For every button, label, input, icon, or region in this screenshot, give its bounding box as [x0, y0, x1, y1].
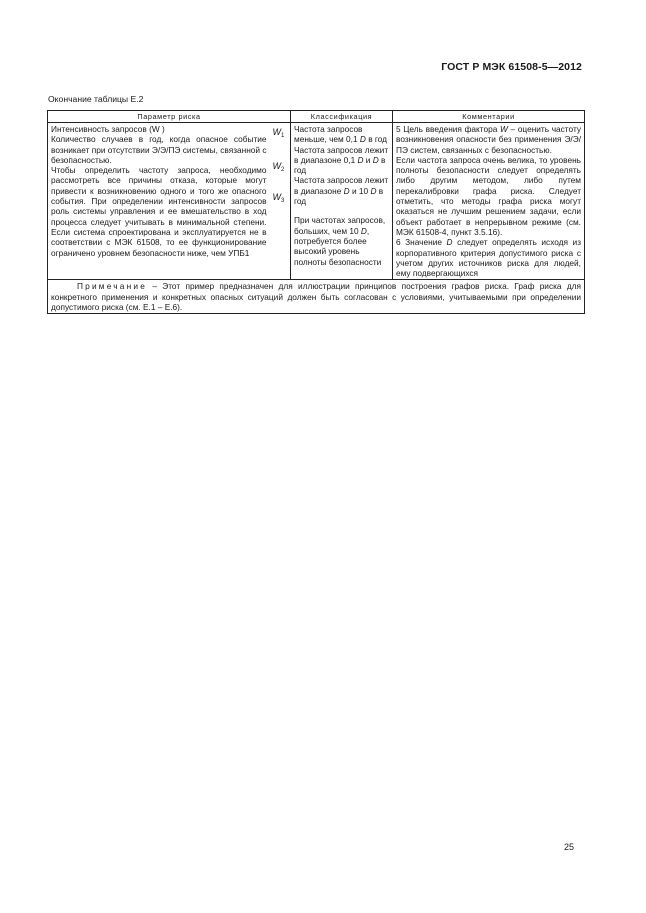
w1-label: $W_1$: [272, 127, 285, 139]
classification-cell: [291, 123, 393, 280]
classification-w1: Частота запросов меньше, чем 0,1 D в год: [294, 124, 388, 145]
comment-5: 5 Цель введения фактора W – оценить частоту возникновения опасности без применения Э/Э/ПЭ систем, связанных с безопасностью.: [396, 124, 581, 155]
header-comments: Комментарии: [393, 111, 585, 123]
risk-parameter-table: [47, 110, 585, 314]
table-header-row: [48, 111, 585, 123]
parameter-title: Интенсивность запросов (W ): [51, 124, 165, 134]
table-caption: Окончание таблицы Е.2: [48, 94, 144, 104]
parameter-cell: [48, 123, 270, 280]
table-note: [48, 280, 585, 314]
classification-w2: Частота запросов лежит в диапазоне 0,1 D и D в год: [294, 144, 389, 176]
w2-label: $W_2$: [272, 161, 285, 173]
page-number: 25: [563, 842, 574, 852]
parameter-desc-1: Количество случаев в год, когда опасное событие возникает при отсутствии Э/Э/ПЭ системы, связанной с безопасностью.: [51, 134, 267, 165]
classification-extra: При частотах запросов, больших, чем 10 D, потребуется более высокий уровень полноты безопасности: [294, 215, 386, 267]
note-text: – Этот пример предназначен для иллюстрации принципов построения графов риска. Граф риска для конкретного применения и конкретных опасных ситуаций должен быть согласован с условиями, учитываемыми при определении допустимого риска (см. Е.1 – Е.6).: [51, 281, 581, 313]
comment-6: 6 Значение D следует определять исходя из корпоративного критерия допустимого риска с учетом других источников риска для людей, ему подвергающихся: [396, 237, 581, 279]
w-symbols-cell: [270, 123, 291, 280]
note-row: [48, 280, 585, 314]
comment-5-continued: Если частота запроса очень велика, то уровень полноты безопасности следует определять либо другим методом, либо путем перекалибровки графа риска. Следует отметить, что методы графа риска могут оказаться не лучшим решением задачи, если объект работает в непрерывном режиме (см. МЭК 61508-4, пункт 3.5.16).: [396, 154, 581, 237]
classification-w3: Частота запросов лежит в диапазоне D и 10 D в год: [294, 175, 389, 207]
parameter-desc-2: Чтобы определить частоту запроса, необходимо рассмотреть все причины отказа, которые могут привести к возникновению одного и того же опасного события. При определении интенсивности запросов роль системы управления и ее вмешательство в ход процесса следует учитывать в минимальной степени. Если система спроектирована и эксплуатируется не в соответствии с МЭК 61508, то ее функционирование ограничено уровнем безопасности ниже, чем УПБ1: [51, 165, 267, 258]
header-classification: Классификация: [291, 111, 393, 123]
document-header: ГОСТ Р МЭК 61508-5—2012: [441, 61, 582, 73]
w3-label: $W_3$: [272, 192, 285, 204]
header-parameter: Параметр риска: [48, 111, 291, 123]
table-row: [48, 123, 585, 280]
note-label: Примечание: [77, 281, 148, 292]
comments-cell: [393, 123, 585, 280]
